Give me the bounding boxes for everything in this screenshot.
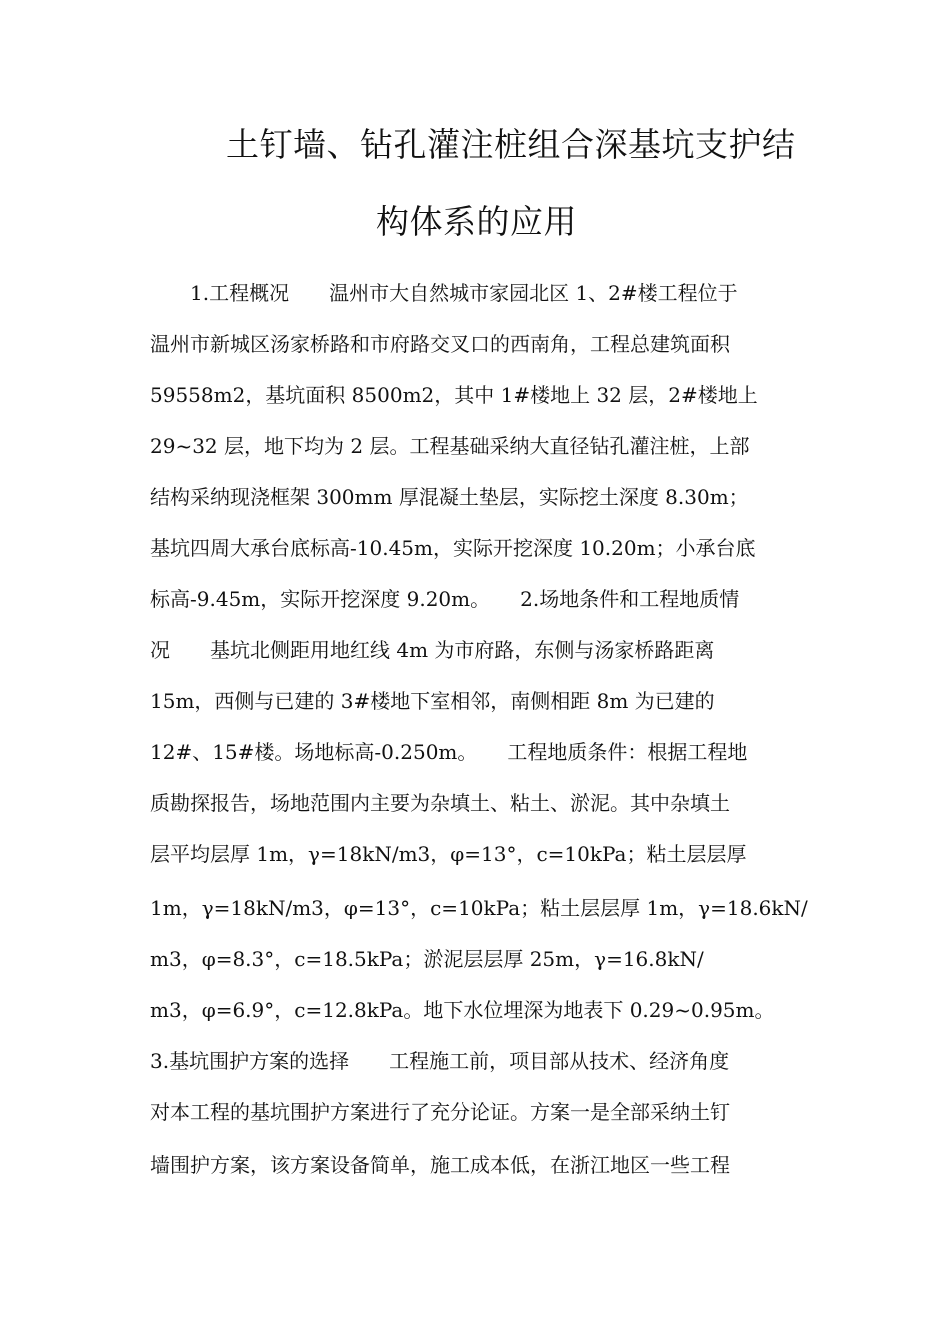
body-line: 结构采纳现浇框架 300mm 厚混凝土垫层，实际挖土深度 8.30m；: [150, 485, 749, 509]
body-line: 12#、15#楼。场地标高-0.250m。 工程地质条件：根据工程地: [150, 740, 748, 764]
body-line: 标高-9.45m，实际开挖深度 9.20m。 2.场地条件和工程地质情: [150, 587, 740, 611]
body-line: 对本工程的基坑围护方案进行了充分论证。方案一是全部采纳土钉: [150, 1100, 730, 1124]
body-line: 温州市新城区汤家桥路和市府路交叉口的西南角，工程总建筑面积: [150, 332, 730, 356]
body-line: 59558m2，基坑面积 8500m2，其中 1#楼地上 32 层，2#楼地上: [150, 383, 758, 407]
body-line: 1.工程概况 温州市大自然城市家园北区 1、2#楼工程位于: [190, 281, 738, 305]
body-line: 15m，西侧与已建的 3#楼地下室相邻，南侧相距 8m 为已建的: [150, 689, 715, 713]
body-line: 况 基坑北侧距用地红线 4m 为市府路，东侧与汤家桥路距离: [150, 638, 715, 662]
body-line: 层平均层厚 1m，γ=18kN/m3，φ=13°，c=10kPa；粘土层层厚: [150, 842, 747, 866]
body-line: 3.基坑围护方案的选择 工程施工前，项目部从技术、经济角度: [150, 1049, 730, 1073]
body-line: m3，φ=8.3°，c=18.5kPa；淤泥层层厚 25m，γ=16.8kN/: [150, 947, 704, 971]
body-line: 1m，γ=18kN/m3，φ=13°，c=10kPa；粘土层层厚 1m，γ=18.6kN/: [150, 896, 808, 920]
body-line: 基坑四周大承台底标高-10.45m，实际开挖深度 10.20m；小承台底: [150, 536, 756, 560]
document-title-line-1: 土钉墙、钻孔灌注桩组合深基坑支护结: [226, 125, 796, 164]
document-title-line-2: 构体系的应用: [376, 202, 577, 241]
body-line: 墙围护方案，该方案设备简单，施工成本低，在浙江地区一些工程: [150, 1153, 730, 1177]
body-line: m3，φ=6.9°，c=12.8kPa。地下水位埋深为地表下 0.29~0.95m。: [150, 998, 775, 1022]
body-line: 29~32 层，地下均为 2 层。工程基础采纳大直径钻孔灌注桩，上部: [150, 434, 750, 458]
body-line: 质勘探报告，场地范围内主要为杂填土、粘土、淤泥。其中杂填土: [150, 791, 730, 815]
